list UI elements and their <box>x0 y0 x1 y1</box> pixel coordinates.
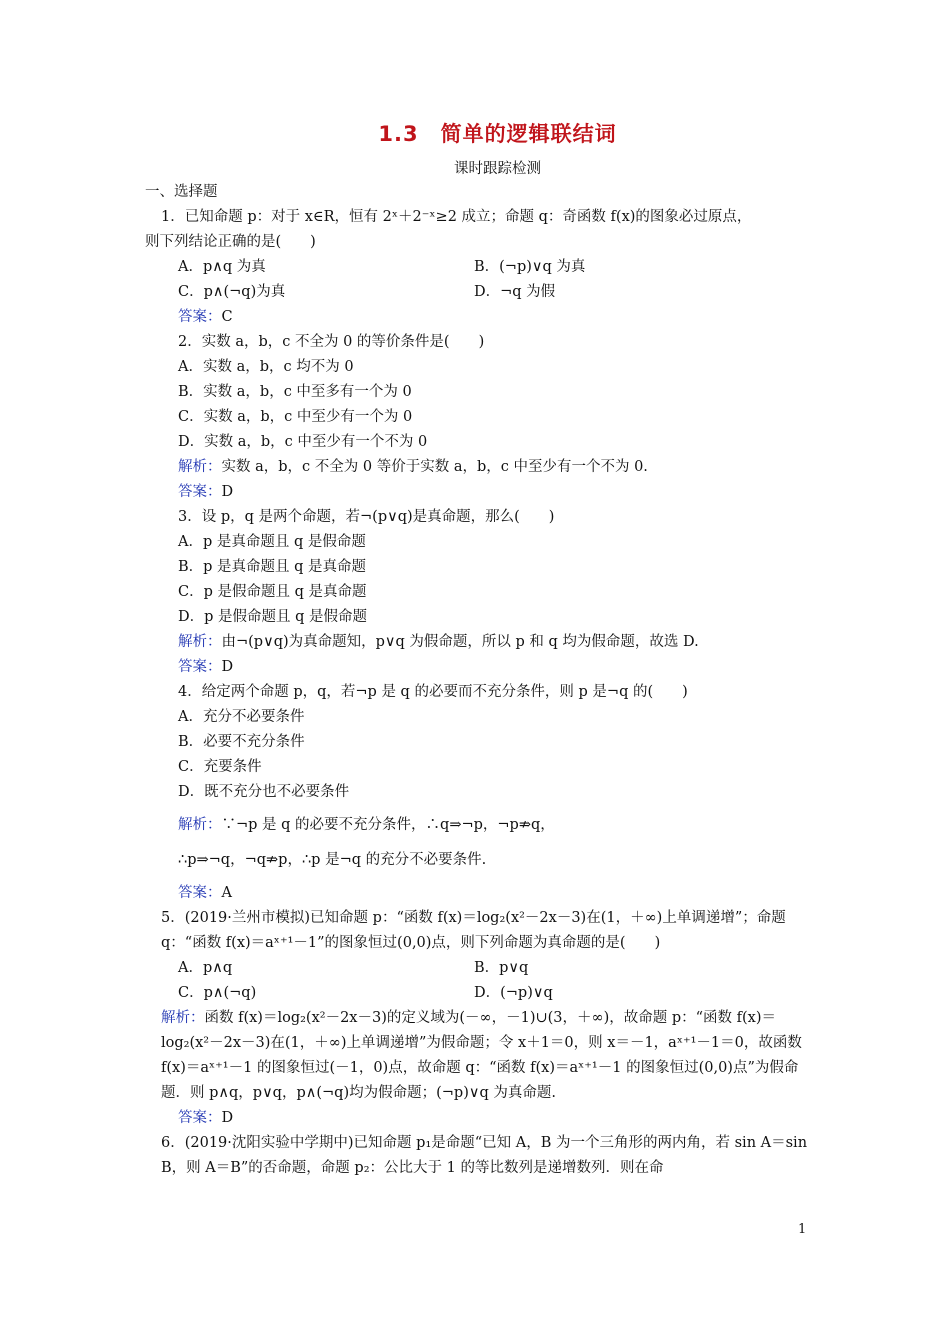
page-subtitle: 课时跟踪检测 <box>454 161 541 177</box>
q3-option-a: A．p 是真命题且 q 是假命题 <box>178 534 366 550</box>
q5-options-row1 <box>145 956 810 981</box>
section-heading: 一、选择题 <box>145 184 218 200</box>
q2-option-d: D．实数 a，b，c 中至少有一个不为 0 <box>178 434 428 450</box>
q5-option-c: C．p∧(¬q) <box>178 985 257 1001</box>
q5-analysis-text: 函数 f(x)＝log₂(x²－2x－3)的定义域为(－∞，－1)∪(3，＋∞)，故命题 p：“函数 f(x)＝log₂(x²－2x－3)在(1，＋∞)上单调递增”为假命题；令 x＋1＝0，则 x＝－1，aˣ⁺¹－1＝0，故函数 f(x)＝aˣ⁺¹－1 的图象恒过(－1，0)点，故命题 q：“函数 f(x)＝aˣ⁺¹－1 的图象恒过(0,0)点”为假命题．则 p∧q，p∨q，p∧(¬q)均为假命题；(¬p)∨q 为真命题. <box>161 1010 802 1101</box>
analysis-label: 解析： <box>161 1010 205 1026</box>
q1-stem-line1: 1．已知命题 p：对于 x∈R，恒有 2ˣ＋2⁻ˣ≥2 成立；命题 q：奇函数 f(x)的图象必过原点， <box>161 209 752 225</box>
q1-answer-value: C <box>221 309 233 325</box>
q1-option-d: D．¬q 为假 <box>474 284 556 300</box>
answer-label: 答案： <box>178 885 222 901</box>
q2-option-c: C．实数 a，b，c 中至少有一个为 0 <box>178 409 413 425</box>
q3-option-b: B．p 是真命题且 q 是真命题 <box>178 559 367 575</box>
q4-option-a: A．充分不必要条件 <box>178 709 305 725</box>
analysis-label: 解析： <box>178 459 222 475</box>
q4-stem: 4．给定两个命题 p，q，若¬p 是 q 的必要而不充分条件，则 p 是¬q 的( ) <box>178 684 688 700</box>
page-number: 1 <box>798 1222 807 1237</box>
q1-options-row2 <box>145 280 810 305</box>
q4-answer <box>145 881 810 906</box>
spacer <box>145 838 810 848</box>
q2-answer-value: D <box>221 484 234 500</box>
q5-option-b: B．p∨q <box>474 960 529 976</box>
q2-analysis <box>145 455 810 480</box>
q5-stem: 5．(2019·兰州市模拟)已知命题 p：“函数 f(x)＝log₂(x²－2x－3)在(1，＋∞)上单调递增”；命题 q：“函数 f(x)＝aˣ⁺¹－1”的图象恒过(0,0)点，则下列命题为真命题的是( ) <box>161 910 786 951</box>
q2-option-b: B．实数 a，b，c 中至多有一个为 0 <box>178 384 412 400</box>
q3-option-d: D．p 是假命题且 q 是假命题 <box>178 609 368 625</box>
q3-stem: 3．设 p，q 是两个命题，若¬(p∨q)是真命题，那么( ) <box>178 509 555 525</box>
document-body <box>145 180 810 1181</box>
q1-option-b: B．(¬p)∨q 为真 <box>474 259 586 275</box>
q4-analysis-text1: ∵¬p 是 q 的必要不充分条件，∴q⇒¬p，¬p⇏q， <box>221 817 555 833</box>
q1-options-row1 <box>145 255 810 280</box>
answer-label: 答案： <box>178 1110 222 1126</box>
q5-analysis <box>145 1006 810 1106</box>
q3-analysis <box>145 630 810 655</box>
q3-analysis-text: 由¬(p∨q)为真命题知，p∨q 为假命题，所以 p 和 q 均为假命题，故选 D. <box>221 634 699 650</box>
answer-label: 答案： <box>178 484 222 500</box>
analysis-label: 解析： <box>178 817 222 833</box>
q4-analysis-line2: ∴p⇒¬q，¬q⇏p，∴p 是¬q 的充分不必要条件. <box>178 852 487 868</box>
q4-option-d: D．既不充分也不必要条件 <box>178 784 350 800</box>
q6-stem: 6．(2019·沈阳实验中学期中)已知命题 p₁是命题“已知 A，B 为一个三角形的两内角，若 sin A＝sin B，则 A＝B”的否命题，命题 p₂：公比大于 1 的等比数列是递增数列．则在命 <box>161 1135 808 1176</box>
q4-option-b: B．必要不充分条件 <box>178 734 305 750</box>
q3-answer-value: D <box>221 659 234 675</box>
q2-option-a: A．实数 a，b，c 均不为 0 <box>178 359 354 375</box>
q3-option-c: C．p 是假命题且 q 是真命题 <box>178 584 367 600</box>
q5-answer <box>145 1106 810 1131</box>
q2-stem: 2．实数 a，b，c 不全为 0 的等价条件是( ) <box>178 334 485 350</box>
page-title: 1.3 简单的逻辑联结词 <box>378 122 617 146</box>
answer-label: 答案： <box>178 659 222 675</box>
q1-option-c: C．p∧(¬q)为真 <box>178 284 286 300</box>
spacer <box>145 805 810 813</box>
q5-option-a: A．p∧q <box>178 960 233 976</box>
q5-option-d: D．(¬p)∨q <box>474 985 553 1001</box>
q4-answer-value: A <box>221 885 232 901</box>
q4-option-c: C．充要条件 <box>178 759 262 775</box>
answer-label: 答案： <box>178 309 222 325</box>
analysis-label: 解析： <box>178 634 222 650</box>
q1-option-a: A．p∧q 为真 <box>178 259 266 275</box>
q1-answer <box>145 305 810 330</box>
spacer <box>145 873 810 881</box>
q2-analysis-text: 实数 a，b，c 不全为 0 等价于实数 a，b，c 中至少有一个不为 0. <box>221 459 648 475</box>
q2-answer <box>145 480 810 505</box>
q4-analysis-line1 <box>145 813 810 838</box>
q1-stem-line2: 则下列结论正确的是( ) <box>145 234 316 250</box>
q5-answer-value: D <box>221 1110 234 1126</box>
q5-options-row2 <box>145 981 810 1006</box>
q3-answer <box>145 655 810 680</box>
